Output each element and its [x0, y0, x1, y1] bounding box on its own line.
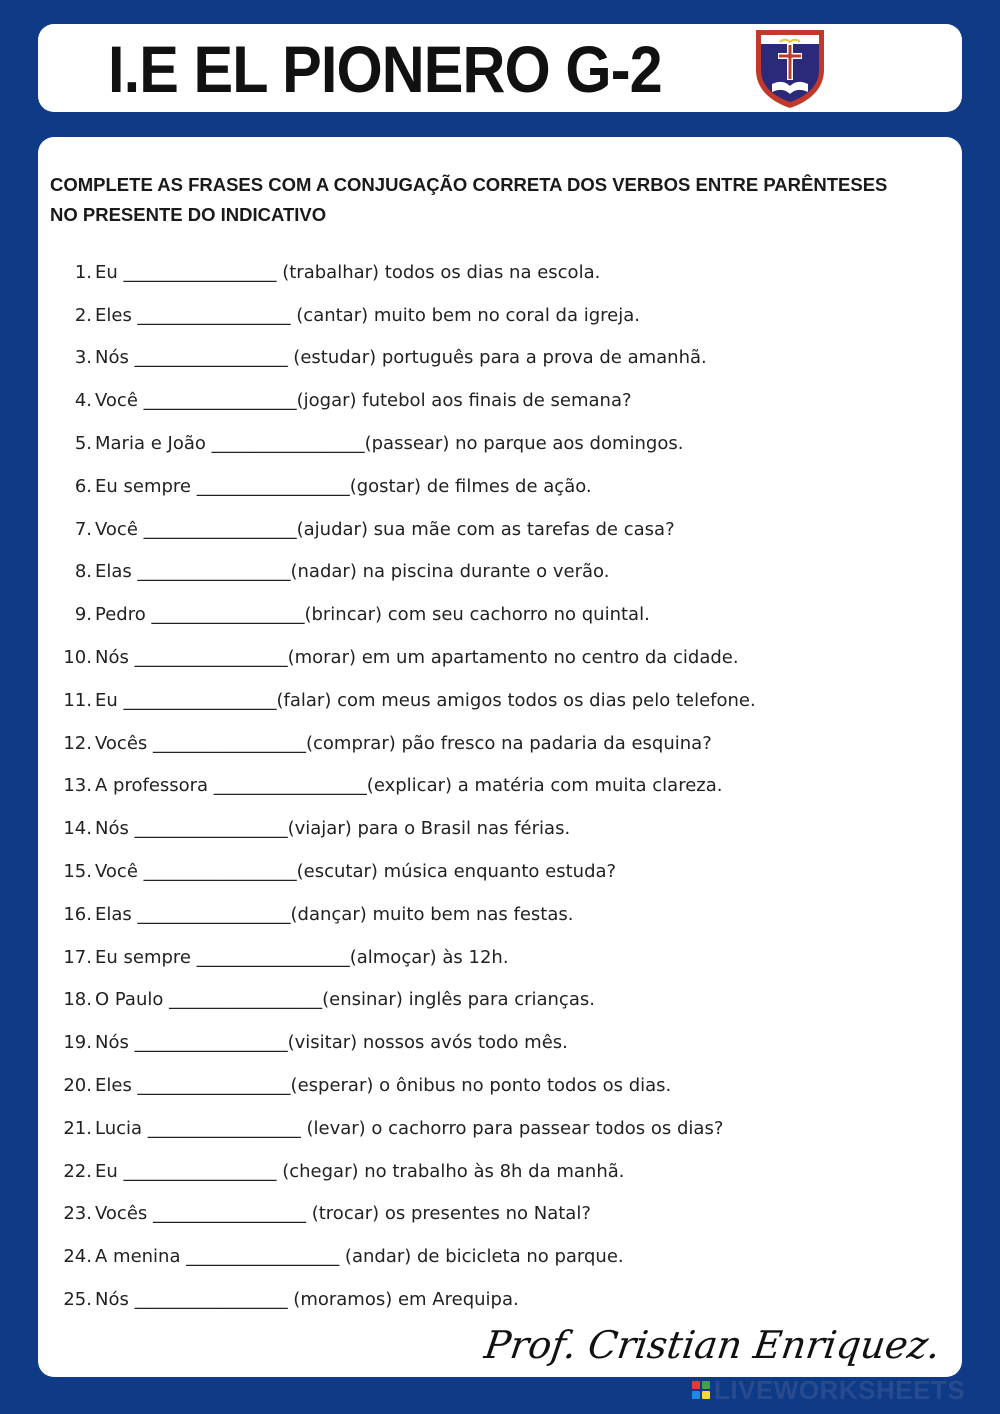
- item-number: 13.: [63, 775, 92, 797]
- exercise-item: [38, 551, 962, 594]
- exercise-item: [38, 337, 962, 380]
- worksheet-card: [38, 137, 962, 1377]
- exercise-item: [38, 979, 962, 1022]
- item-number: 7.: [74, 518, 92, 540]
- item-text: Eles _________________(esperar) o ônibus no ponto todos os dias.: [95, 1075, 672, 1097]
- exercise-item: [38, 893, 962, 936]
- exercise-item: [38, 850, 962, 893]
- item-number: 3.: [74, 347, 92, 369]
- item-text: Maria e João _________________(passear) no parque aos domingos.: [95, 433, 684, 455]
- item-number: 12.: [63, 732, 92, 754]
- exercise-item: [38, 1150, 962, 1193]
- exercise-item: [38, 1193, 962, 1236]
- item-text: Eu _________________(falar) com meus amigos todos os dias pelo telefone.: [95, 689, 756, 711]
- item-text: A menina _________________ (andar) de bicicleta no parque.: [95, 1246, 624, 1268]
- instructions-heading: [50, 170, 950, 230]
- item-number: 8.: [74, 561, 92, 583]
- school-title: I.E EL PIONERO G-2: [108, 32, 662, 106]
- item-text: Eu sempre _________________(almoçar) às 12h.: [95, 946, 509, 968]
- item-text: Vocês _________________ (trocar) os presentes no Natal?: [95, 1203, 591, 1225]
- liveworksheets-watermark: [692, 1376, 965, 1404]
- item-number: 1.: [74, 261, 92, 283]
- item-number: 2.: [74, 304, 92, 326]
- item-text: Você _________________(escutar) música enquanto estuda?: [95, 861, 617, 883]
- exercise-item: [38, 765, 962, 808]
- exercise-item: [38, 593, 962, 636]
- item-text: Nós _________________(morar) em um apartamento no centro da cidade.: [95, 647, 739, 669]
- item-number: 14.: [63, 818, 92, 840]
- item-number: 21.: [63, 1117, 92, 1139]
- item-text: Eu sempre _________________(gostar) de filmes de ação.: [95, 475, 592, 497]
- item-number: 23.: [63, 1203, 92, 1225]
- exercise-item: [38, 679, 962, 722]
- exercise-item: [38, 1235, 962, 1278]
- exercise-item: [38, 1107, 962, 1150]
- item-text: Pedro _________________(brincar) com seu cachorro no quintal.: [95, 604, 650, 626]
- exercise-item: [38, 294, 962, 337]
- teacher-signature: Prof. Cristian Enriquez.: [481, 1323, 944, 1367]
- item-text: Nós _________________ (moramos) em Arequipa.: [95, 1289, 519, 1311]
- item-number: 5.: [74, 433, 92, 455]
- item-text: Nós _________________(viajar) para o Brasil nas férias.: [95, 818, 571, 840]
- item-number: 17.: [63, 946, 92, 968]
- liveworksheets-logo-icon: [692, 1381, 710, 1399]
- item-text: Lucia _________________ (levar) o cachorro para passear todos os dias?: [95, 1117, 724, 1139]
- item-number: 9.: [74, 604, 92, 626]
- item-number: 22.: [63, 1160, 92, 1182]
- item-text: Elas _________________(nadar) na piscina durante o verão.: [95, 561, 610, 583]
- item-number: 15.: [63, 861, 92, 883]
- item-text: Vocês _________________(comprar) pão fresco na padaria da esquina?: [95, 732, 712, 754]
- exercise-item: [38, 936, 962, 979]
- exercise-item: [38, 636, 962, 679]
- exercise-item: [38, 422, 962, 465]
- item-text: Nós _________________ (estudar) português para a prova de amanhã.: [95, 347, 707, 369]
- item-text: Eu _________________ (chegar) no trabalho às 8h da manhã.: [95, 1160, 625, 1182]
- item-number: 25.: [63, 1289, 92, 1311]
- item-text: Elas _________________(dançar) muito bem nas festas.: [95, 903, 574, 925]
- item-text: A professora _________________(explicar) a matéria com muita clareza.: [95, 775, 723, 797]
- item-text: Nós _________________(visitar) nossos avós todo mês.: [95, 1032, 568, 1054]
- exercise-item: [38, 1021, 962, 1064]
- item-text: Eu _________________ (trabalhar) todos os dias na escola.: [95, 261, 601, 283]
- exercise-item: [38, 465, 962, 508]
- item-number: 24.: [63, 1246, 92, 1268]
- school-crest-icon: [750, 26, 830, 110]
- item-number: 16.: [63, 903, 92, 925]
- exercise-item: [38, 1064, 962, 1107]
- item-number: 11.: [63, 689, 92, 711]
- item-number: 20.: [63, 1075, 92, 1097]
- exercise-item: [38, 1278, 962, 1321]
- watermark-text: LIVEWORKSHEETS: [714, 1374, 966, 1405]
- instructions-line-2: NO PRESENTE DO INDICATIVO: [50, 204, 327, 225]
- exercise-item: [38, 722, 962, 765]
- item-number: 6.: [74, 475, 92, 497]
- item-number: 4.: [74, 390, 92, 412]
- item-text: O Paulo _________________(ensinar) inglês para crianças.: [95, 989, 595, 1011]
- exercise-item: [38, 251, 962, 294]
- item-text: Você _________________(jogar) futebol aos finais de semana?: [95, 390, 632, 412]
- exercise-list: [38, 251, 962, 1321]
- exercise-item: [38, 379, 962, 422]
- instructions-line-1: COMPLETE AS FRASES COM A CONJUGAÇÃO CORRETA DOS VERBOS ENTRE PARÊNTESES: [50, 174, 888, 195]
- item-text: Você _________________(ajudar) sua mãe com as tarefas de casa?: [95, 518, 675, 540]
- item-number: 19.: [63, 1032, 92, 1054]
- exercise-item: [38, 807, 962, 850]
- header-card: [38, 24, 962, 112]
- item-text: Eles _________________ (cantar) muito bem no coral da igreja.: [95, 304, 640, 326]
- exercise-item: [38, 508, 962, 551]
- item-number: 18.: [63, 989, 92, 1011]
- item-number: 10.: [63, 647, 92, 669]
